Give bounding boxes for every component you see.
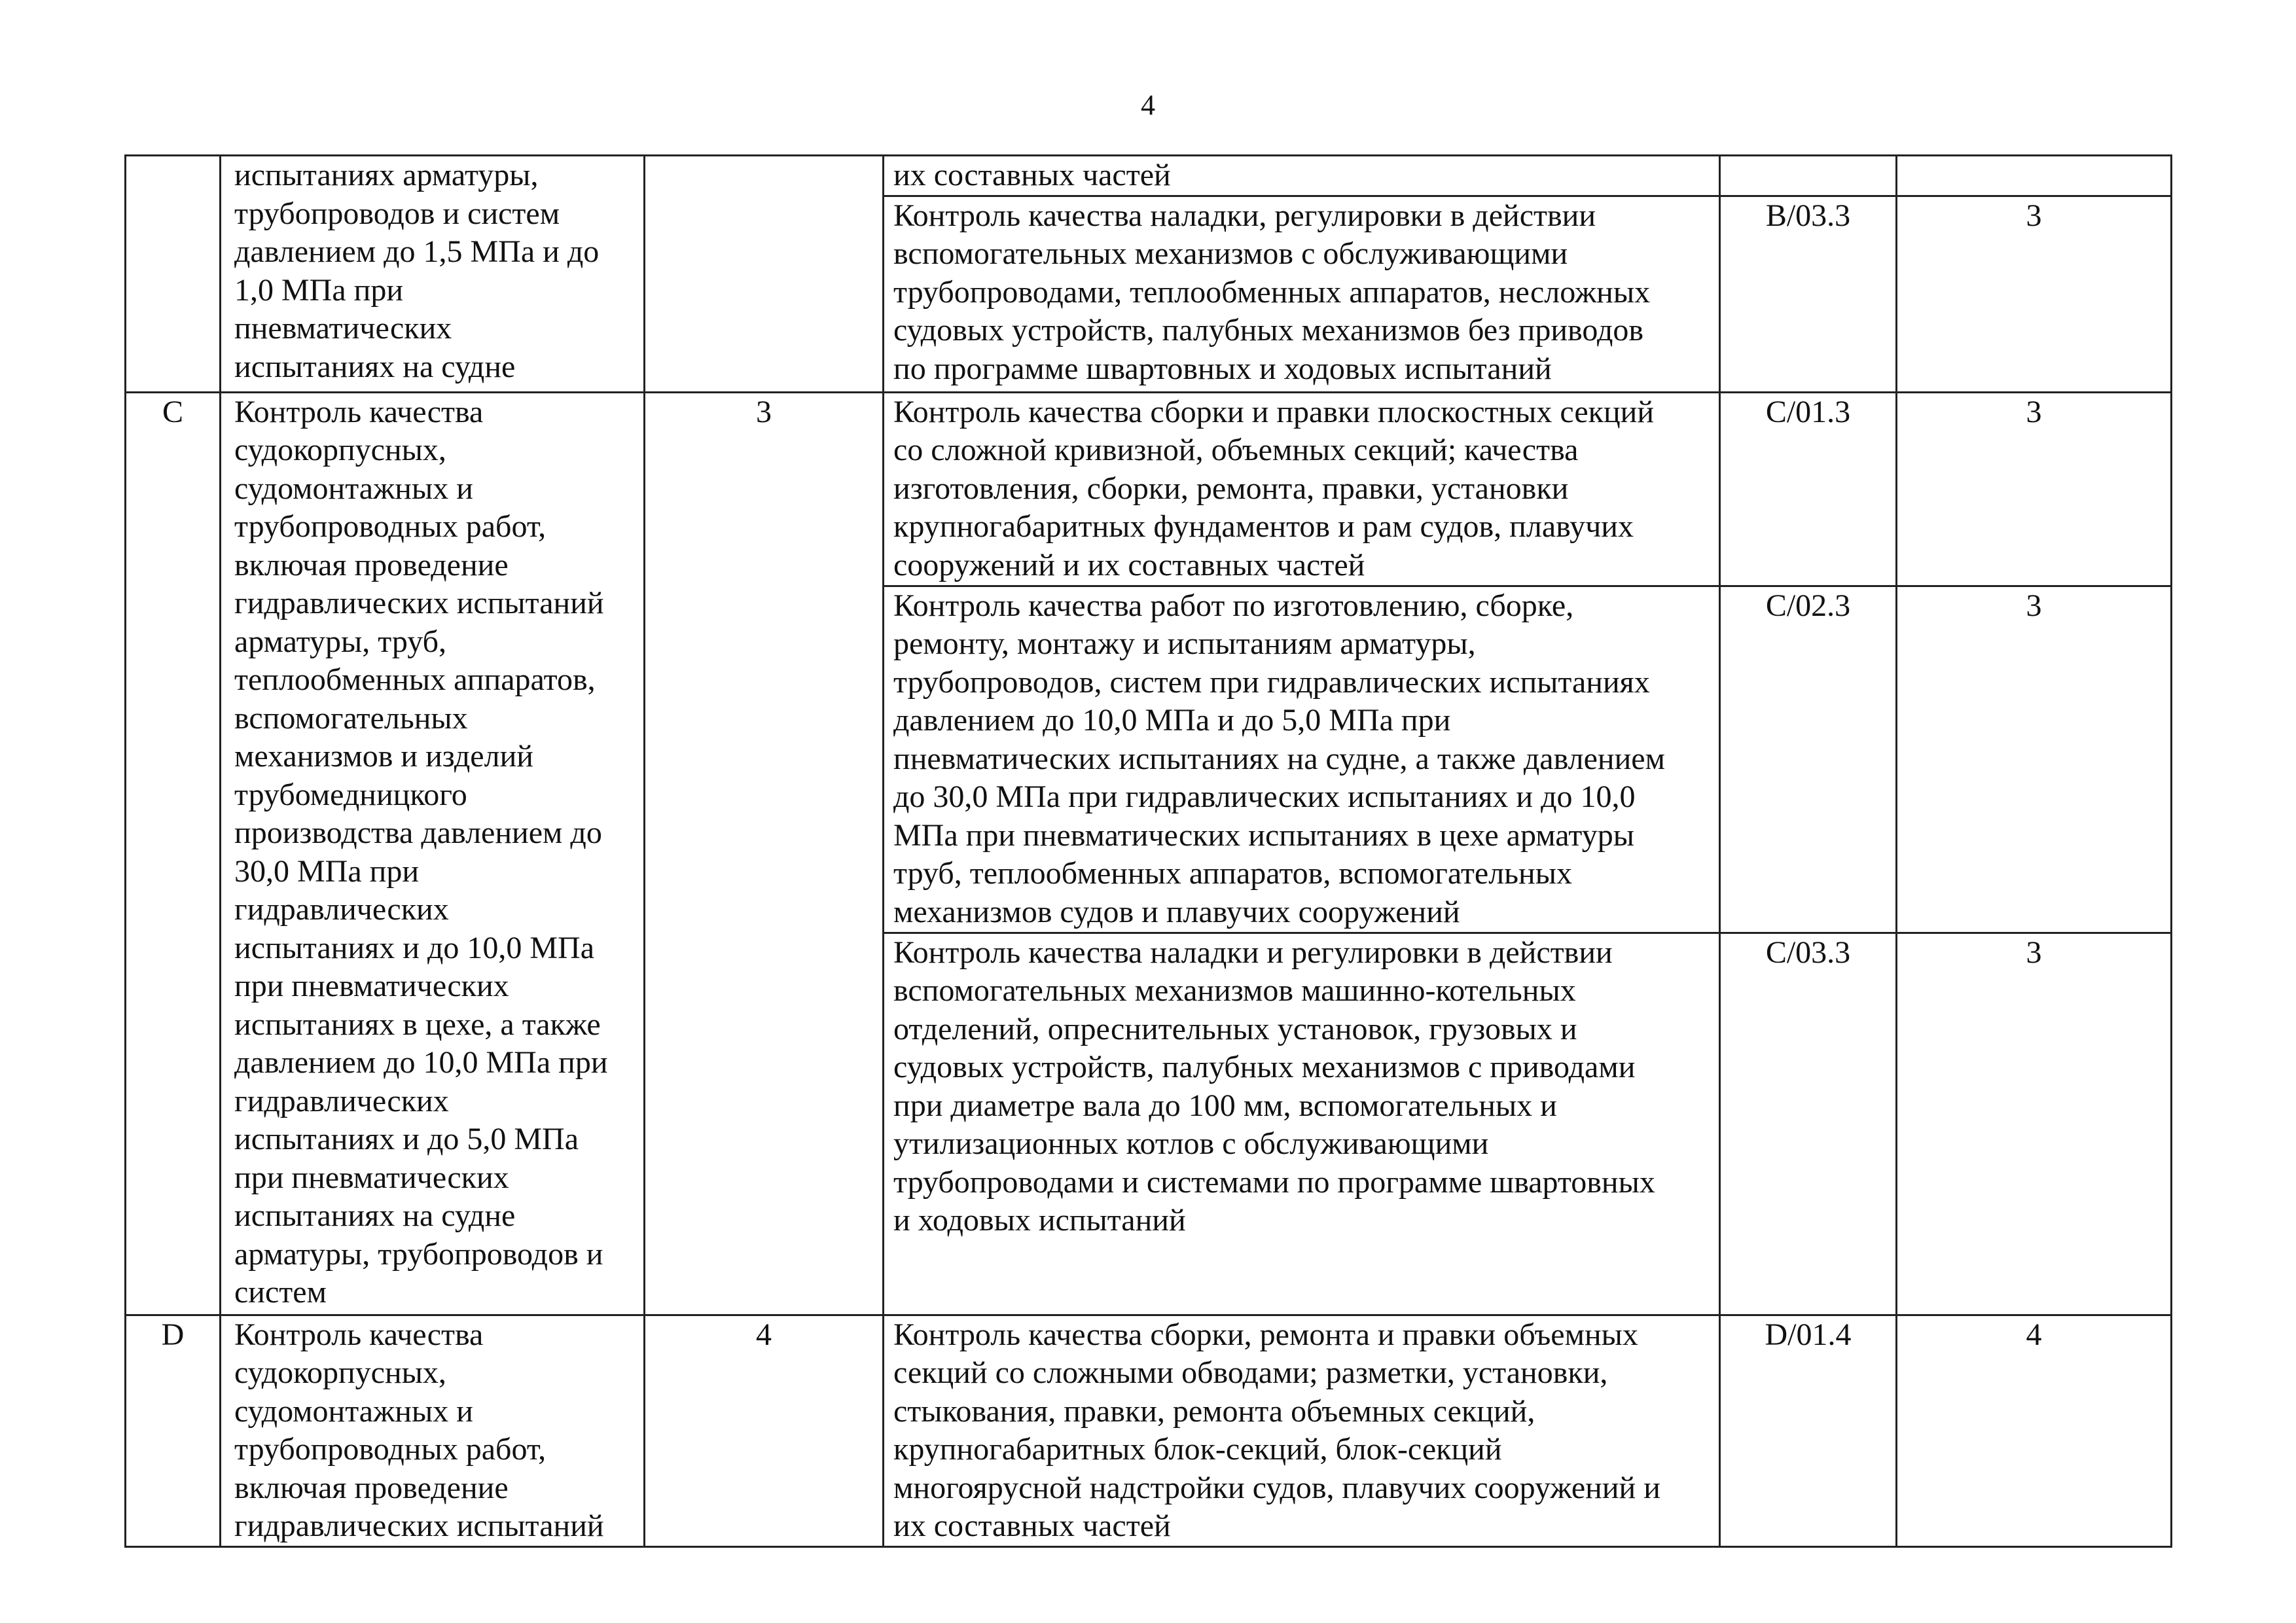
group-level-cell: 4 [645,1315,884,1546]
function-code-cell: C/01.3 [1720,392,1897,586]
group-code-cell: C [126,392,221,1315]
function-level-cell: 3 [1897,392,2172,586]
function-code-cell: C/02.3 [1720,586,1897,933]
group-name-cell: испытаниях арматуры, трубопроводов и систем давлением до 1,5 МПа и до 1,0 МПа при пневматических испытаниях на судне [221,156,645,393]
function-code-cell: C/03.3 [1720,933,1897,1315]
group-name-cell: Контроль качества судокорпусных, судомонтажных и трубопроводных работ, включая проведение гидравлических испытаний арматуры, труб, теплообменных аппаратов, вспомогательных механизмов и изделий трубомедницкого производства давлением до 30,0 МПа при гидравлических испытаниях и до 10,0 МПа при пневматических испытаниях в цехе, а также давлением до 10,0 МПа при гидравлических испытаниях и до 5,0 МПа при пневматических испытаниях на судне арматуры, трубопроводов и систем [221,392,645,1315]
function-name-cell: Контроль качества наладки и регулировки в действии вспомогательных механизмов машинно-котельных отделений, опреснительных установок, грузовых и судовых устройств, палубных механизмов с приводами при диаметре вала до 100 мм, вспомогательных и утилизационных котлов с обслуживающими трубопроводами и системами по программе швартовных и ходовых испытаний [884,933,1720,1315]
table-row [126,1315,2172,1546]
function-name-cell: Контроль качества работ по изготовлению, сборке, ремонту, монтажу и испытаниям арматуры, трубопроводов, систем при гидравлических испытаниях давлением до 10,0 МПа и до 5,0 МПа при пневматических испытаниях на судне, а также давлением до 30,0 МПа при гидравлических испытаниях и до 10,0 МПа при пневматических испытаниях в цехе арматуры труб, теплообменных аппаратов, вспомогательных механизмов судов и плавучих сооружений [884,586,1720,933]
function-name-cell: их составных частей [884,156,1720,196]
group-code-cell: D [126,1315,221,1546]
page-number: 4 [1141,89,1155,121]
function-code-cell [1720,156,1897,196]
table-row [126,156,2172,196]
group-code-cell [126,156,221,393]
function-level-cell: 3 [1897,586,2172,933]
qualification-table [124,154,2172,1548]
table-row [126,392,2172,586]
function-code-cell: D/01.4 [1720,1315,1897,1546]
group-level-cell: 3 [645,392,884,1315]
group-name-cell: Контроль качества судокорпусных, судомонтажных и трубопроводных работ, включая проведение гидравлических испытаний [221,1315,645,1546]
function-level-cell [1897,156,2172,196]
function-level-cell: 4 [1897,1315,2172,1546]
function-code-cell: B/03.3 [1720,196,1897,392]
function-name-cell: Контроль качества сборки, ремонта и правки объемных секций со сложными обводами; разметки, установки, стыкования, правки, ремонта объемных секций, крупногабаритных блок-секций, блок-секций многоярусной надстройки судов, плавучих сооружений и их составных частей [884,1315,1720,1546]
function-name-cell: Контроль качества сборки и правки плоскостных секций со сложной кривизной, объемных секций; качества изготовления, сборки, ремонта, правки, установки крупногабаритных фундаментов и рам судов, плавучих сооружений и их составных частей [884,392,1720,586]
group-level-cell [645,156,884,393]
function-level-cell: 3 [1897,196,2172,392]
function-name-cell: Контроль качества наладки, регулировки в действии вспомогательных механизмов с обслуживающими трубопроводами, теплообменных аппаратов, несложных судовых устройств, палубных механизмов без приводов по программе швартовных и ходовых испытаний [884,196,1720,392]
function-level-cell: 3 [1897,933,2172,1315]
